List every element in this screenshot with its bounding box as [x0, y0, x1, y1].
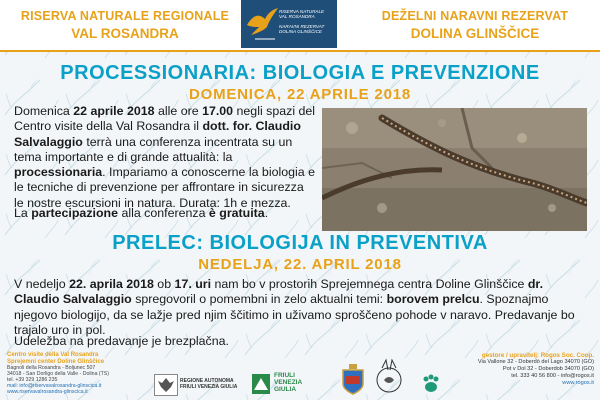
header-divider	[0, 50, 600, 52]
italian-title: PROCESSIONARIA: BIOLOGIA E PREVENZIONE	[60, 62, 540, 84]
italian-paragraph: Domenica 22 aprile 2018 alle ore 17.00 negli spazi del Centro visite della Val Rosandra il dott. for. Claudio Salvalaggio terrà una conferenza incentrata su un tema importante e di grande attualità: la processionaria. Impariamo a conoscerne la biologia e le tecniche di prevenzione per affrontare in sicurezza le nostre escursioni in natura. Durata: 1h e mezza.	[14, 104, 316, 210]
region-text	[180, 378, 237, 390]
cv-phone: tel. +39 329 1286 235	[7, 377, 58, 383]
eagle-icon	[155, 375, 177, 395]
caterpillar-image	[322, 108, 587, 231]
visitor-center-info	[7, 352, 109, 395]
bird-icon	[245, 5, 279, 43]
header-right-line2: DOLINA GLINŠČICE	[410, 26, 540, 41]
cv-address-2: 34018 - San Dorligo della Valle - Dolina (TS)	[7, 371, 109, 377]
cv-website[interactable]: www.riservavalrosandra-glinscica.it	[7, 389, 88, 395]
fvg2-line3: GIULIA	[274, 386, 297, 393]
logo-text-4: DOLINA GLINŠČICE	[279, 29, 322, 34]
slovenian-paragraph: V nedeljo 22. aprila 2018 ob 17. uri nam bo v prostorih Sprejemnega centra Doline Glinščice dr. Claudio Salvalaggio spregovoril o pomembni in zelo aktualni temi: borovem prelcu. Spoznajmo njegovo biologijo, da se lažje pred njim ščitimo in uživamo sproščeno pohode v naravo. Predavanje bo trajalo uro in pol.	[14, 277, 575, 337]
natura-emblem-icon	[374, 358, 404, 396]
cv-email[interactable]: mail: info@riservavalrosandra-glinscica.it	[7, 383, 102, 389]
manager-name: gestore / upravitelj: Rogos Soc. Coop.	[481, 352, 594, 359]
municipal-crest-icon	[340, 362, 366, 396]
cv-name-sl: Sprejemni center Doline Glinščice	[7, 358, 105, 365]
header-left	[20, 8, 230, 42]
fvg2-line2: VENEZIA	[274, 379, 303, 386]
manager-contact: tel. 333 40 56 800 - info@rogos.it	[511, 373, 594, 379]
cv-name-it: Centro visite della Val Rosandra	[7, 352, 99, 358]
cv-address-1: Bagnoli della Rosandra - Boljunec 507	[7, 365, 96, 371]
manager-address-it: Via Vallone 32 - Doberdò del Lago 34070 (GO)	[477, 359, 594, 365]
manager-address-sl: Pot v Dol 32 - Doberdob 34070 (GO)	[502, 366, 594, 372]
fvg-tourism-text	[274, 372, 302, 393]
fvg2-line1: FRIULI	[274, 372, 295, 379]
reserve-logo	[241, 0, 337, 48]
italian-participation: La partecipazione alla conferenza è gratuita.	[14, 206, 269, 220]
header-left-line2: VAL ROSANDRA	[71, 26, 179, 41]
header-left-line1: RISERVA NATURALE REGIONALE	[20, 9, 230, 23]
logo-text-2: VAL ROSANDRA	[279, 14, 315, 19]
caterpillar-photo	[322, 108, 587, 231]
region-line1: REGIONE AUTONOMA	[180, 378, 234, 384]
logo-text-3: NARAVNI REZERVAT	[279, 24, 325, 29]
slovenian-title: PRELEC: BIOLOGIJA IN PREVENTIVA	[112, 232, 488, 254]
header-right-line1: DEŽELNI NARAVNI REZERVAT	[381, 9, 569, 23]
slovenian-participation: Udeležba na predavanje je brezplačna.	[14, 334, 229, 348]
fvg-tourism-icon	[250, 372, 272, 396]
logo-text-1: RISERVA NATURALE	[279, 9, 325, 14]
manager-info	[446, 352, 594, 387]
header-right	[370, 8, 580, 42]
manager-website[interactable]: www.rogos.it	[562, 380, 594, 386]
slovenian-date: NEDELJA, 22. APRIL 2018	[198, 256, 402, 273]
italian-date: DOMENICA, 22 APRILE 2018	[188, 86, 412, 103]
region-line2: FRIULI VENEZIA GIULIA	[180, 384, 238, 390]
paw-icon	[420, 372, 442, 396]
region-crest-logo	[154, 374, 178, 396]
